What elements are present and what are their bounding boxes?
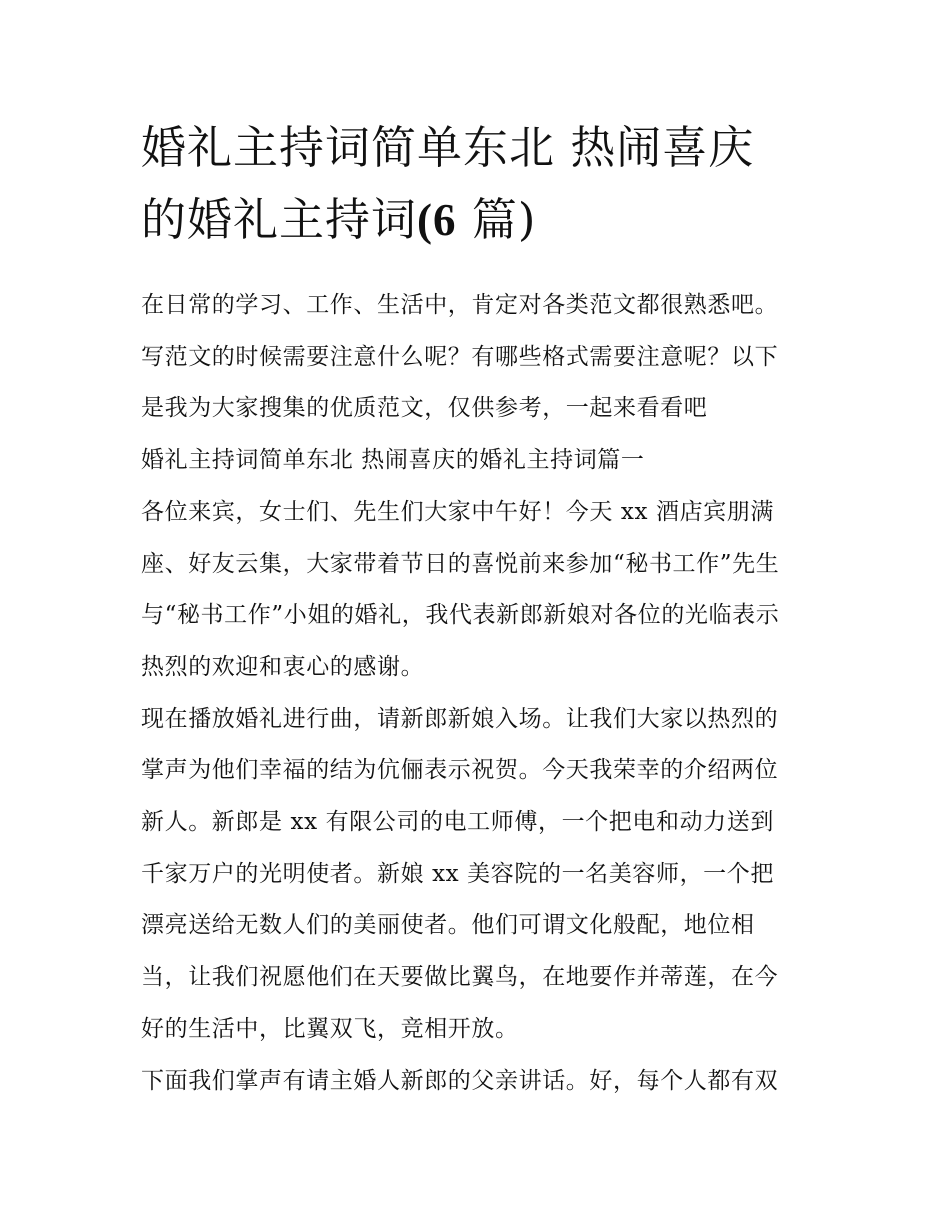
body-line: 漂亮送给无数人们的美丽使者。他们可谓文化般配，地位相 bbox=[141, 912, 755, 939]
section-heading: 婚礼主持词简单东北 热闹喜庆的婚礼主持词篇一 bbox=[141, 447, 645, 474]
title-line-2-prefix: 的婚礼主持词 bbox=[141, 193, 418, 246]
body-line: 新人。新郎是 xx 有限公司的电工师傅，一个把电和动力送到 bbox=[141, 809, 774, 836]
document-title bbox=[141, 112, 831, 256]
body-line: 在日常的学习、工作、生活中，肯定对各类范文都很熟悉吧。 bbox=[141, 292, 779, 318]
title-line-2 bbox=[141, 184, 831, 256]
body-line: 写范文的时候需要注意什么呢？有哪些格式需要注意呢？以下 bbox=[141, 343, 779, 370]
title-line-2-count: (6 bbox=[417, 195, 457, 245]
body-line: 是我为大家搜集的优质范文，仅供参考，一起来看看吧 bbox=[141, 395, 708, 422]
body-line: 当，让我们祝愿他们在天要做比翼鸟，在地要作并蒂莲，在今 bbox=[141, 964, 779, 991]
body-line: 与“秘书工作”小姐的婚礼，我代表新郎新娘对各位的光临表示 bbox=[141, 602, 780, 629]
body-line: 热烈的欢迎和衷心的感谢。 bbox=[141, 653, 425, 680]
document-body bbox=[141, 280, 831, 1107]
body-line: 下面我们掌声有请主婚人新郎的父亲讲话。好，每个人都有双 bbox=[141, 1067, 779, 1094]
title-line-1: 婚礼主持词简单东北 热闹喜庆 bbox=[141, 121, 755, 174]
body-line: 现在播放婚礼进行曲，请新郎新娘入场。让我们大家以热烈的 bbox=[141, 705, 779, 732]
body-line: 座、好友云集，大家带着节日的喜悦前来参加“秘书工作”先生 bbox=[141, 550, 780, 577]
body-line: 掌声为他们幸福的结为伉俪表示祝贺。今天我荣幸的介绍两位 bbox=[141, 757, 779, 784]
body-line: 千家万户的光明使者。新娘 xx 美容院的一名美容师，一个把 bbox=[141, 860, 774, 887]
body-line: 各位来宾，女士们、先生们大家中午好！今天 xx 酒店宾朋满 bbox=[141, 498, 774, 525]
body-line: 好的生活中，比翼双飞，竞相开放。 bbox=[141, 1015, 519, 1042]
title-line-2-suffix: 篇) bbox=[456, 193, 537, 246]
